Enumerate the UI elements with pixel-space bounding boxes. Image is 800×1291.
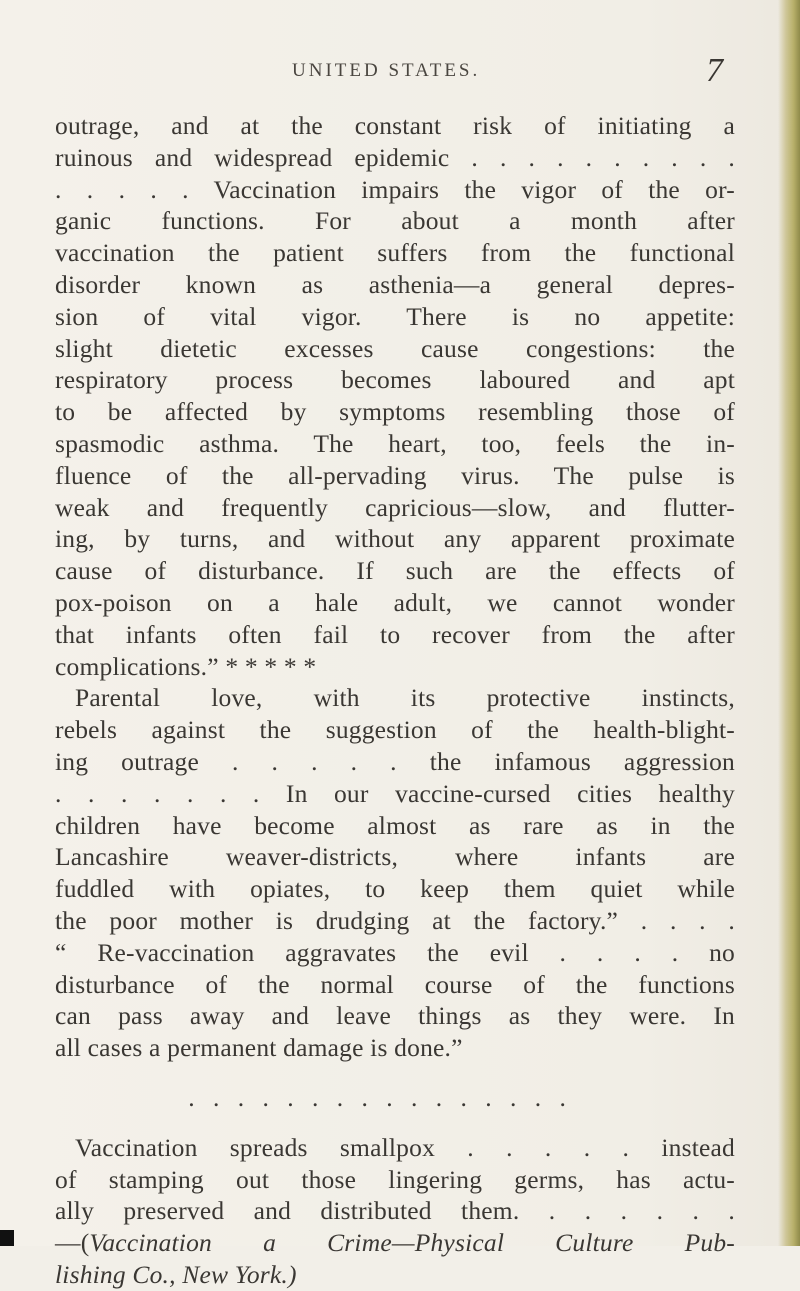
- text-line: . . . . . Vaccination impairs the vigor of the or-: [55, 174, 735, 204]
- ellipsis-separator: . . . . . . . . . . . . . . . .: [188, 1082, 572, 1112]
- text-line: vaccination the patient suffers from the functional: [55, 238, 735, 268]
- text-line: ganic functions. For about a month after: [55, 206, 735, 236]
- text-line: rebels against the suggestion of the health-blight-: [55, 715, 735, 745]
- text-line: ruinous and widespread epidemic . . . . . . . . . .: [55, 142, 735, 172]
- text-line: children have become almost as rare as in the: [55, 810, 735, 840]
- text-line: Parental love, with its protective instincts,: [75, 683, 735, 713]
- text-line: weak and frequently capricious—slow, and flutter-: [55, 492, 735, 522]
- text-line: ing outrage . . . . . the infamous aggression: [55, 746, 735, 776]
- text-line: the poor mother is drudging at the factory.” . . . .: [55, 905, 735, 935]
- text-line: pox-poison on a hale adult, we cannot wonder: [55, 587, 735, 617]
- paragraph-gap: [55, 1114, 735, 1132]
- text-line: of stamping out those lingering germs, has actu-: [55, 1164, 735, 1194]
- text-line: . . . . . . . In our vaccine-cursed cities healthy: [55, 778, 735, 808]
- paragraph-gap: [55, 1064, 735, 1082]
- corner-mark: [0, 1230, 14, 1246]
- text-line: fuddled with opiates, to keep them quiet while: [55, 874, 735, 904]
- text-line: cause of disturbance. If such are the effects of: [55, 556, 735, 586]
- citation-prefix: —(: [55, 1228, 90, 1258]
- text-line: disturbance of the normal course of the functions: [55, 969, 735, 999]
- text-line: to be affected by symptoms resembling those of: [55, 397, 735, 427]
- text-line: outrage, and at the constant risk of initiating a: [55, 111, 735, 140]
- text-line: respiratory process becomes laboured and apt: [55, 365, 735, 395]
- running-head: UNITED STATES.: [292, 60, 481, 81]
- page-edge-shadow: [778, 0, 800, 1246]
- citation-line: lishing Co., New York.): [55, 1259, 297, 1289]
- text-line: ally preserved and distributed them. . . . . . .: [55, 1196, 735, 1226]
- text-line: ing, by turns, and without any apparent proximate: [55, 524, 735, 554]
- text-line: slight dietetic excesses cause congestions: the: [55, 333, 735, 363]
- text-line: sion of vital vigor. There is no appetite:: [55, 301, 735, 331]
- text-line: “ Re-vaccination aggravates the evil . . . . no: [55, 937, 735, 967]
- citation-title: Vaccination a Crime—Physical Culture Pub-: [89, 1228, 735, 1258]
- text-line: spasmodic asthma. The heart, too, feels the in-: [55, 428, 735, 458]
- text-line: disorder known as asthenia—a general depres-: [55, 269, 735, 299]
- text-line: fluence of the all-pervading virus. The pulse is: [55, 460, 735, 490]
- text-line: complications.” * * * * *: [55, 651, 317, 681]
- citation-line: [55, 1227, 735, 1259]
- body-text: [55, 110, 735, 1291]
- text-line: all cases a permanent damage is done.”: [55, 1033, 463, 1063]
- text-line: Lancashire weaver-districts, where infants are: [55, 842, 735, 872]
- text-line: Vaccination spreads smallpox . . . . . instead: [75, 1132, 735, 1162]
- page-header: [0, 52, 800, 100]
- text-line: that infants often fail to recover from the after: [55, 619, 735, 649]
- text-line: can pass away and leave things as they were. In: [55, 1001, 735, 1031]
- page-number: 7: [706, 52, 723, 89]
